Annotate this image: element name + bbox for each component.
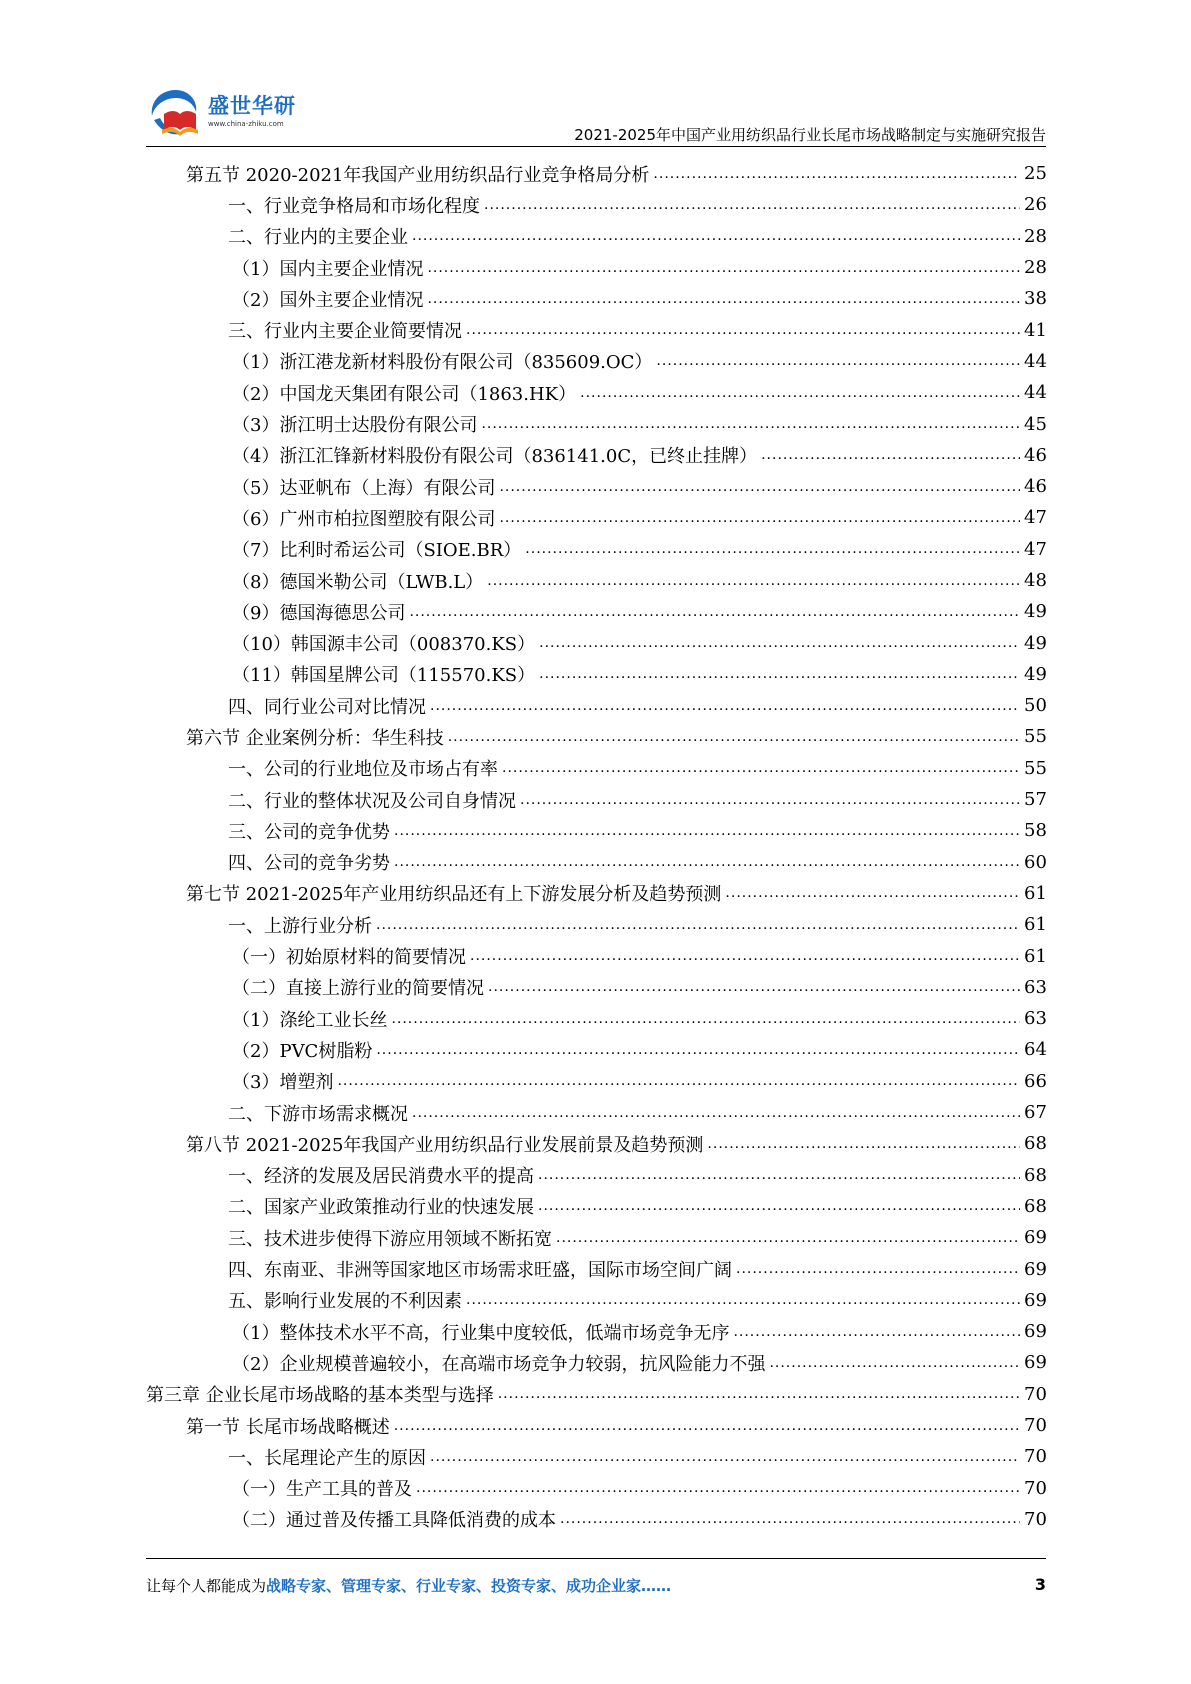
toc-entry[interactable] [146,784,1046,815]
toc-entry-page: 44 [1024,350,1047,372]
toc-entry-label: （9）德国海德思公司 [232,599,409,625]
toc-dot-leader [725,884,1020,902]
logo-emblem-icon [146,84,206,144]
toc-entry[interactable] [146,565,1046,596]
toc-entry-label: （1）整体技术水平不高，行业集中度较低，低端市场竞争无序 [232,1319,733,1345]
toc-entry-page: 67 [1024,1102,1047,1124]
toc-entry[interactable] [146,252,1046,283]
toc-dot-leader [538,1197,1020,1215]
toc-entry-page: 47 [1024,507,1047,529]
toc-entry-page: 69 [1024,1321,1047,1343]
toc-dot-leader [761,446,1020,464]
toc-entry[interactable] [146,1441,1046,1472]
toc-entry-page: 50 [1024,695,1047,717]
page-number: 3 [1034,1575,1046,1594]
toc-entry-label: （一）初始原材料的简要情况 [232,943,470,969]
toc-entry-page: 64 [1024,1039,1047,1061]
toc-entry[interactable] [146,596,1046,627]
toc-dot-leader [466,1291,1020,1309]
toc-entry-label: （1）国内主要企业情况 [232,255,427,281]
toc-entry[interactable] [146,940,1046,971]
toc-entry-label: 第八节 2021-2025年我国产业用纺织品行业发展前景及趋势预测 [186,1131,707,1157]
toc-entry-label: 二、行业的整体状况及公司自身情况 [228,787,520,813]
toc-entry-label: 二、行业内的主要企业 [228,223,412,249]
toc-entry-label: 一、公司的行业地位及市场占有率 [228,755,502,781]
toc-dot-leader [409,603,1020,621]
toc-entry[interactable] [146,690,1046,721]
toc-dot-leader [488,978,1020,996]
toc-entry-label: （8）德国米勒公司（LWB.L） [232,568,487,594]
toc-entry[interactable] [146,408,1046,439]
toc-entry-page: 48 [1024,570,1047,591]
toc-entry-page: 68 [1024,1133,1047,1155]
toc-entry[interactable] [146,721,1046,752]
toc-entry-label: 一、经济的发展及居民消费水平的提高 [228,1162,538,1188]
toc-entry[interactable] [146,627,1046,658]
toc-entry-page: 46 [1024,444,1047,466]
toc-entry[interactable] [146,972,1046,1003]
toc-dot-leader [470,947,1020,965]
toc-entry[interactable] [146,221,1046,252]
toc-entry-label: 二、国家产业政策推动行业的快速发展 [228,1193,538,1219]
toc-entry-page: 70 [1024,1508,1047,1530]
toc-dot-leader [394,822,1020,840]
toc-dot-leader [412,1104,1020,1122]
toc-entry-label: （2）企业规模普遍较小，在高端市场竞争力较弱，抗风险能力不强 [232,1350,769,1376]
toc-dot-leader [499,509,1020,527]
toc-dot-leader [487,572,1020,590]
toc-entry-page: 49 [1024,601,1047,623]
toc-dot-leader [391,1010,1020,1028]
toc-entry-label: （一）生产工具的普及 [232,1475,416,1501]
toc-entry-page: 69 [1024,1258,1047,1280]
toc-entry-page: 66 [1024,1070,1047,1092]
toc-entry-label: 三、技术进步使得下游应用领域不断拓宽 [228,1225,556,1251]
toc-dot-leader [448,728,1020,746]
toc-entry-page: 69 [1024,1227,1047,1249]
toc-entry[interactable] [146,815,1046,846]
toc-entry-page: 28 [1024,225,1047,247]
toc-entry-page: 68 [1024,1195,1047,1217]
toc-dot-leader [502,759,1020,777]
toc-entry[interactable] [146,909,1046,940]
toc-entry-label: 二、下游市场需求概况 [228,1100,412,1126]
toc-entry[interactable] [146,1379,1046,1410]
toc-entry[interactable] [146,659,1046,690]
toc-entry-label: （11）韩国星牌公司（115570.KS） [232,661,539,687]
toc-entry-page: 70 [1024,1383,1047,1405]
toc-dot-leader [430,1448,1020,1466]
toc-entry-page: 55 [1024,726,1047,748]
toc-entry[interactable] [146,1160,1046,1191]
toc-dot-leader [416,1479,1020,1497]
toc-entry-page: 70 [1024,1477,1047,1499]
toc-dot-leader [376,1041,1020,1059]
toc-dot-leader [499,478,1020,496]
logo-text: 盛世华研 [208,94,296,118]
toc-entry-page: 45 [1024,413,1047,435]
toc-entry[interactable] [146,1003,1046,1034]
toc-entry-page: 63 [1024,1008,1047,1030]
page-footer [146,1575,1046,1599]
toc-entry[interactable] [146,471,1046,502]
toc-entry-label: （6）广州市柏拉图塑胶有限公司 [232,505,499,531]
toc-entry-label: 一、长尾理论产生的原因 [228,1444,430,1470]
toc-entry-label: 四、公司的竞争劣势 [228,849,394,875]
page-header [146,80,1046,146]
toc-entry[interactable] [146,1097,1046,1128]
toc-entry-label: 第七节 2021-2025年产业用纺织品还有上下游发展分析及趋势预测 [186,880,725,906]
toc-entry[interactable] [146,346,1046,377]
toc-entry-label: （4）浙江汇锋新材料股份有限公司（836141.0C，已终止挂牌） [232,442,761,468]
toc-entry-label: 第六节 企业案例分析：华生科技 [186,724,448,750]
toc-entry-page: 70 [1024,1446,1047,1468]
toc-entry[interactable] [146,1128,1046,1159]
toc-entry-page: 47 [1024,538,1047,560]
report-title: 2021-2025年中国产业用纺织品行业长尾市场战略制定与实施研究报告 [574,126,1046,144]
logo-url: www.china-zhiku.com [208,120,284,128]
toc-dot-leader [733,1323,1020,1341]
toc-dot-leader [560,1510,1020,1528]
toc-dot-leader [736,1260,1020,1278]
toc-dot-leader [412,227,1020,245]
toc-entry[interactable] [146,283,1046,314]
toc-dot-leader [707,1135,1020,1153]
toc-entry-page: 60 [1024,851,1047,873]
toc-dot-leader [539,665,1020,683]
toc-dot-leader [539,634,1020,652]
toc-entry-page: 49 [1024,663,1047,685]
toc-dot-leader [653,165,1020,183]
toc-entry[interactable] [146,1347,1046,1378]
toc-entry[interactable] [146,1410,1046,1441]
toc-dot-leader [427,290,1020,308]
toc-entry-label: （2）PVC树脂粉 [232,1037,376,1063]
toc-entry-label: 四、同行业公司对比情况 [228,693,430,719]
toc-dot-leader [430,697,1020,715]
toc-dot-leader [394,853,1020,871]
toc-entry-label: （1）涤纶工业长丝 [232,1006,391,1032]
toc-entry-label: 五、影响行业发展的不利因素 [228,1287,466,1313]
toc-entry[interactable] [146,878,1046,909]
toc-entry-page: 28 [1024,257,1047,279]
toc-entry[interactable] [146,314,1046,345]
toc-entry[interactable] [146,1191,1046,1222]
toc-entry-page: 55 [1024,757,1047,779]
toc-entry[interactable] [146,1285,1046,1316]
toc-entry-page: 58 [1024,820,1047,842]
toc-dot-leader [520,791,1020,809]
toc-entry[interactable] [146,1504,1046,1535]
toc-entry-page: 44 [1024,382,1047,404]
toc-entry[interactable] [146,158,1046,189]
toc-entry-page: 49 [1024,632,1047,654]
toc-entry-label: 三、行业内主要企业简要情况 [228,317,466,343]
toc-entry-label: （2）中国龙天集团有限公司（1863.HK） [232,380,580,406]
toc-entry-label: （5）达亚帆布（上海）有限公司 [232,474,499,500]
toc-dot-leader [580,384,1020,402]
toc-entry[interactable] [146,502,1046,533]
toc-entry-page: 61 [1024,914,1047,936]
toc-entry[interactable] [146,1222,1046,1253]
toc-dot-leader [769,1354,1020,1372]
table-of-contents [146,158,1046,1535]
footer-slogan-highlight: 战略专家、管理专家、行业专家、投资专家、成功企业家…… [266,1577,672,1595]
toc-entry-label: 第五节 2020-2021年我国产业用纺织品行业竞争格局分析 [186,161,653,187]
footer-slogan-prefix: 让每个人都能成为 [146,1577,267,1595]
toc-entry-page: 69 [1024,1289,1047,1311]
toc-entry-page: 41 [1024,319,1047,341]
toc-dot-leader [484,196,1020,214]
toc-entry-page: 25 [1024,163,1047,185]
toc-dot-leader [481,415,1020,433]
footer-divider [146,1558,1046,1559]
toc-entry[interactable] [146,377,1046,408]
toc-entry-label: （3）浙江明士达股份有限公司 [232,411,481,437]
toc-entry-label: （2）国外主要企业情况 [232,286,427,312]
toc-entry-label: 第三章 企业长尾市场战略的基本类型与选择 [146,1381,498,1407]
toc-entry-label: （7）比利时希运公司（SIOE.BR） [232,536,525,562]
toc-dot-leader [427,259,1020,277]
toc-entry-page: 57 [1024,789,1047,811]
toc-entry[interactable] [146,753,1046,784]
toc-entry[interactable] [146,1253,1046,1284]
toc-dot-leader [466,321,1020,339]
toc-entry[interactable] [146,189,1046,220]
toc-entry[interactable] [146,1066,1046,1097]
toc-entry[interactable] [146,1034,1046,1065]
toc-dot-leader [498,1385,1020,1403]
toc-entry-page: 26 [1024,194,1047,216]
toc-dot-leader [525,540,1020,558]
toc-entry[interactable] [146,1472,1046,1503]
toc-entry[interactable] [146,847,1046,878]
toc-entry-page: 70 [1024,1415,1047,1437]
toc-entry-label: （10）韩国源丰公司（008370.KS） [232,630,539,656]
toc-dot-leader [538,1166,1020,1184]
toc-entry-label: （1）浙江港龙新材料股份有限公司（835609.OC） [232,348,656,374]
toc-entry[interactable] [146,1316,1046,1347]
toc-entry-page: 38 [1024,288,1047,310]
toc-dot-leader [394,1417,1020,1435]
toc-entry-label: 第一节 长尾市场战略概述 [186,1413,394,1439]
toc-entry-label: 一、行业竞争格局和市场化程度 [228,192,484,218]
toc-entry-page: 63 [1024,976,1047,998]
toc-entry-label: 三、公司的竞争优势 [228,818,394,844]
toc-entry-label: 一、上游行业分析 [228,912,376,938]
toc-entry-page: 61 [1024,945,1047,967]
company-logo [146,84,336,146]
toc-entry[interactable] [146,534,1046,565]
toc-dot-leader [556,1229,1020,1247]
toc-entry-page: 69 [1024,1352,1047,1374]
toc-entry-label: （二）通过普及传播工具降低消费的成本 [232,1506,560,1532]
toc-entry-page: 46 [1024,476,1047,498]
toc-dot-leader [656,352,1020,370]
header-divider [146,146,1046,147]
toc-dot-leader [337,1072,1020,1090]
toc-entry-page: 68 [1024,1164,1047,1186]
toc-entry-label: （二）直接上游行业的简要情况 [232,974,488,1000]
toc-entry-page: 61 [1024,882,1047,904]
toc-entry-label: 四、东南亚、非洲等国家地区市场需求旺盛，国际市场空间广阔 [228,1256,736,1282]
toc-dot-leader [376,916,1020,934]
toc-entry-label: （3）增塑剂 [232,1068,337,1094]
toc-entry[interactable] [146,440,1046,471]
